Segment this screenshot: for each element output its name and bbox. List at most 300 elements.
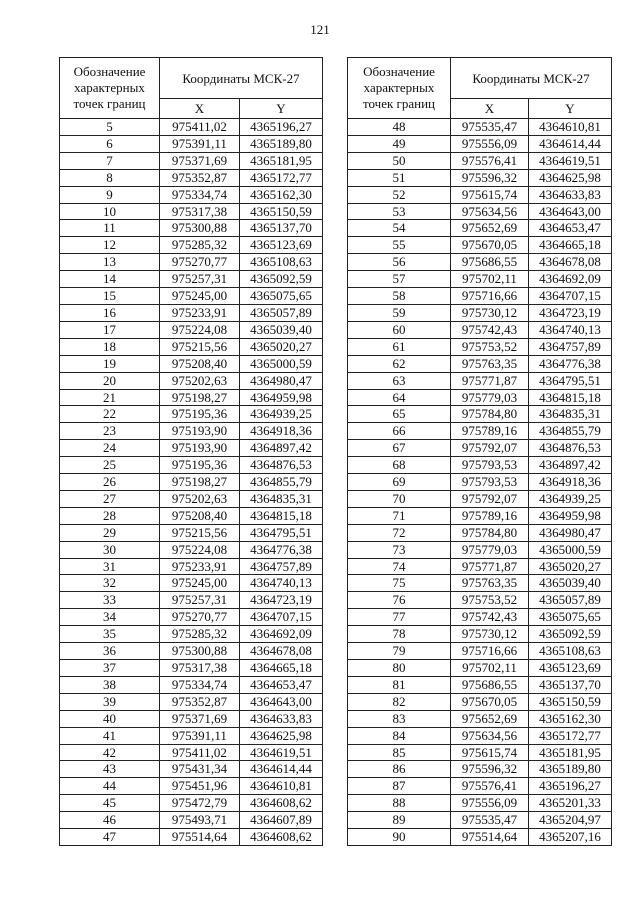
x-coordinate-cell: 975596,32	[451, 169, 529, 186]
table-row	[60, 710, 323, 727]
point-number-cell: 55	[348, 237, 451, 254]
table-body-left	[60, 119, 323, 846]
x-coordinate-cell: 975224,08	[160, 541, 240, 558]
y-coordinate-cell: 4364608,62	[240, 829, 323, 846]
table-row	[348, 812, 612, 829]
point-number-cell: 71	[348, 507, 451, 524]
point-number-cell: 65	[348, 406, 451, 423]
table-row	[60, 524, 323, 541]
x-coordinate-cell: 975270,77	[160, 254, 240, 271]
point-number-cell: 42	[60, 744, 160, 761]
point-number-cell: 39	[60, 693, 160, 710]
table-body-right	[348, 119, 612, 846]
x-coordinate-cell: 975702,11	[451, 660, 529, 677]
y-coordinate-cell: 4364707,15	[240, 609, 323, 626]
point-number-cell: 48	[348, 119, 451, 136]
table-row	[60, 423, 323, 440]
point-number-cell: 87	[348, 778, 451, 795]
table-row	[60, 169, 323, 186]
x-coordinate-cell: 975793,53	[451, 457, 529, 474]
coordinates-table-right	[347, 57, 612, 846]
table-row	[60, 761, 323, 778]
point-number-cell: 59	[348, 304, 451, 321]
y-coordinate-cell: 4364707,15	[529, 288, 612, 305]
point-number-cell: 85	[348, 744, 451, 761]
point-number-cell: 70	[348, 490, 451, 507]
y-coordinate-cell: 4365181,95	[529, 744, 612, 761]
y-coordinate-cell: 4365201,33	[529, 795, 612, 812]
y-coordinate-cell: 4365189,80	[240, 135, 323, 152]
point-number-cell: 30	[60, 541, 160, 558]
table-row	[348, 152, 612, 169]
point-number-cell: 40	[60, 710, 160, 727]
point-number-cell: 25	[60, 457, 160, 474]
point-number-cell: 68	[348, 457, 451, 474]
header-y-axis: Y	[240, 99, 323, 119]
y-coordinate-cell: 4364939,25	[240, 406, 323, 423]
x-coordinate-cell: 975535,47	[451, 812, 529, 829]
y-coordinate-cell: 4365189,80	[529, 761, 612, 778]
y-coordinate-cell: 4364835,31	[240, 490, 323, 507]
point-number-cell: 66	[348, 423, 451, 440]
x-coordinate-cell: 975215,56	[160, 338, 240, 355]
table-row	[60, 795, 323, 812]
point-number-cell: 21	[60, 389, 160, 406]
x-coordinate-cell: 975556,09	[451, 795, 529, 812]
table-row	[348, 186, 612, 203]
x-coordinate-cell: 975300,88	[160, 220, 240, 237]
table-row	[348, 575, 612, 592]
x-coordinate-cell: 975670,05	[451, 693, 529, 710]
y-coordinate-cell: 4364723,19	[529, 304, 612, 321]
point-number-cell: 83	[348, 710, 451, 727]
point-number-cell: 33	[60, 592, 160, 609]
x-coordinate-cell: 975195,36	[160, 457, 240, 474]
x-coordinate-cell: 975257,31	[160, 592, 240, 609]
point-number-cell: 27	[60, 490, 160, 507]
x-coordinate-cell: 975514,64	[160, 829, 240, 846]
y-coordinate-cell: 4364692,09	[529, 271, 612, 288]
table-row	[60, 507, 323, 524]
table-row	[348, 304, 612, 321]
y-coordinate-cell: 4364939,25	[529, 490, 612, 507]
y-coordinate-cell: 4364776,38	[529, 355, 612, 372]
y-coordinate-cell: 4364918,36	[240, 423, 323, 440]
table-row	[60, 457, 323, 474]
x-coordinate-cell: 975730,12	[451, 626, 529, 643]
table-row	[348, 592, 612, 609]
point-number-cell: 36	[60, 643, 160, 660]
point-number-cell: 26	[60, 474, 160, 491]
y-coordinate-cell: 4365092,59	[240, 271, 323, 288]
point-number-cell: 49	[348, 135, 451, 152]
x-coordinate-cell: 975670,05	[451, 237, 529, 254]
y-coordinate-cell: 4364918,36	[529, 474, 612, 491]
y-coordinate-cell: 4365137,70	[240, 220, 323, 237]
y-coordinate-cell: 4365204,97	[529, 812, 612, 829]
point-number-cell: 17	[60, 321, 160, 338]
point-number-cell: 45	[60, 795, 160, 812]
x-coordinate-cell: 975753,52	[451, 592, 529, 609]
y-coordinate-cell: 4365075,65	[240, 288, 323, 305]
y-coordinate-cell: 4365092,59	[529, 626, 612, 643]
point-number-cell: 9	[60, 186, 160, 203]
table-row	[60, 119, 323, 136]
y-coordinate-cell: 4365162,30	[529, 710, 612, 727]
y-coordinate-cell: 4365123,69	[529, 660, 612, 677]
point-number-cell: 77	[348, 609, 451, 626]
y-coordinate-cell: 4364653,47	[529, 220, 612, 237]
table-row	[60, 541, 323, 558]
point-number-cell: 35	[60, 626, 160, 643]
x-coordinate-cell: 975596,32	[451, 761, 529, 778]
x-coordinate-cell: 975352,87	[160, 169, 240, 186]
table-row	[60, 152, 323, 169]
x-coordinate-cell: 975270,77	[160, 609, 240, 626]
table-row	[348, 389, 612, 406]
x-coordinate-cell: 975215,56	[160, 524, 240, 541]
table-row	[348, 135, 612, 152]
x-coordinate-cell: 975208,40	[160, 507, 240, 524]
x-coordinate-cell: 975193,90	[160, 440, 240, 457]
point-number-cell: 56	[348, 254, 451, 271]
y-coordinate-cell: 4364795,51	[240, 524, 323, 541]
y-coordinate-cell: 4364625,98	[529, 169, 612, 186]
table-row	[60, 304, 323, 321]
point-number-cell: 78	[348, 626, 451, 643]
x-coordinate-cell: 975652,69	[451, 220, 529, 237]
y-coordinate-cell: 4364980,47	[240, 372, 323, 389]
y-coordinate-cell: 4364815,18	[529, 389, 612, 406]
table-row	[348, 490, 612, 507]
point-number-cell: 37	[60, 660, 160, 677]
table-row	[60, 271, 323, 288]
y-coordinate-cell: 4364643,00	[240, 693, 323, 710]
point-number-cell: 44	[60, 778, 160, 795]
table-row	[60, 338, 323, 355]
y-coordinate-cell: 4364795,51	[529, 372, 612, 389]
table-row	[348, 643, 612, 660]
x-coordinate-cell: 975208,40	[160, 355, 240, 372]
point-number-cell: 61	[348, 338, 451, 355]
table-row	[348, 507, 612, 524]
x-coordinate-cell: 975257,31	[160, 271, 240, 288]
table-row	[60, 490, 323, 507]
point-number-cell: 32	[60, 575, 160, 592]
table-row	[348, 355, 612, 372]
y-coordinate-cell: 4364633,83	[529, 186, 612, 203]
point-number-cell: 75	[348, 575, 451, 592]
table-row	[348, 474, 612, 491]
table-row	[60, 744, 323, 761]
y-coordinate-cell: 4365020,27	[529, 558, 612, 575]
table-row	[60, 186, 323, 203]
x-coordinate-cell: 975472,79	[160, 795, 240, 812]
table-row	[348, 321, 612, 338]
y-coordinate-cell: 4364678,08	[529, 254, 612, 271]
table-row	[60, 135, 323, 152]
table-row	[348, 727, 612, 744]
point-number-cell: 10	[60, 203, 160, 220]
point-number-cell: 58	[348, 288, 451, 305]
x-coordinate-cell: 975371,69	[160, 152, 240, 169]
x-coordinate-cell: 975634,56	[451, 203, 529, 220]
table-row	[348, 288, 612, 305]
table-row	[348, 237, 612, 254]
y-coordinate-cell: 4364876,53	[240, 457, 323, 474]
y-coordinate-cell: 4364855,79	[529, 423, 612, 440]
x-coordinate-cell: 975245,00	[160, 575, 240, 592]
point-number-cell: 29	[60, 524, 160, 541]
table-row	[60, 220, 323, 237]
y-coordinate-cell: 4364614,44	[529, 135, 612, 152]
y-coordinate-cell: 4364959,98	[240, 389, 323, 406]
x-coordinate-cell: 975202,63	[160, 490, 240, 507]
table-row	[60, 660, 323, 677]
header-y-axis: Y	[529, 99, 612, 119]
y-coordinate-cell: 4365150,59	[240, 203, 323, 220]
header-coordinates-title: Координаты МСК-27	[160, 58, 323, 99]
y-coordinate-cell: 4364692,09	[240, 626, 323, 643]
y-coordinate-cell: 4364607,89	[240, 812, 323, 829]
table-row	[348, 423, 612, 440]
x-coordinate-cell: 975556,09	[451, 135, 529, 152]
table-row	[60, 355, 323, 372]
y-coordinate-cell: 4365150,59	[529, 693, 612, 710]
x-coordinate-cell: 975285,32	[160, 626, 240, 643]
y-coordinate-cell: 4365108,63	[529, 643, 612, 660]
y-coordinate-cell: 4364835,31	[529, 406, 612, 423]
x-coordinate-cell: 975193,90	[160, 423, 240, 440]
y-coordinate-cell: 4364757,89	[240, 558, 323, 575]
table-row	[60, 288, 323, 305]
point-number-cell: 7	[60, 152, 160, 169]
x-coordinate-cell: 975224,08	[160, 321, 240, 338]
point-number-cell: 74	[348, 558, 451, 575]
y-coordinate-cell: 4364610,81	[240, 778, 323, 795]
table-row	[60, 474, 323, 491]
point-number-cell: 15	[60, 288, 160, 305]
y-coordinate-cell: 4364625,98	[240, 727, 323, 744]
y-coordinate-cell: 4364614,44	[240, 761, 323, 778]
table-row	[60, 643, 323, 660]
y-coordinate-cell: 4364723,19	[240, 592, 323, 609]
point-number-cell: 89	[348, 812, 451, 829]
y-coordinate-cell: 4365162,30	[240, 186, 323, 203]
x-coordinate-cell: 975779,03	[451, 389, 529, 406]
point-number-cell: 57	[348, 271, 451, 288]
point-number-cell: 64	[348, 389, 451, 406]
point-number-cell: 81	[348, 676, 451, 693]
y-coordinate-cell: 4364757,89	[529, 338, 612, 355]
x-coordinate-cell: 975652,69	[451, 710, 529, 727]
point-number-cell: 72	[348, 524, 451, 541]
x-coordinate-cell: 975411,02	[160, 119, 240, 136]
table-row	[60, 778, 323, 795]
y-coordinate-cell: 4364653,47	[240, 676, 323, 693]
point-number-cell: 28	[60, 507, 160, 524]
y-coordinate-cell: 4365057,89	[529, 592, 612, 609]
x-coordinate-cell: 975317,38	[160, 203, 240, 220]
x-coordinate-cell: 975784,80	[451, 524, 529, 541]
x-coordinate-cell: 975686,55	[451, 676, 529, 693]
table-row	[60, 203, 323, 220]
point-number-cell: 47	[60, 829, 160, 846]
x-coordinate-cell: 975771,87	[451, 558, 529, 575]
x-coordinate-cell: 975391,11	[160, 135, 240, 152]
x-coordinate-cell: 975742,43	[451, 609, 529, 626]
point-number-cell: 46	[60, 812, 160, 829]
point-number-cell: 41	[60, 727, 160, 744]
point-number-cell: 88	[348, 795, 451, 812]
x-coordinate-cell: 975198,27	[160, 389, 240, 406]
x-coordinate-cell: 975195,36	[160, 406, 240, 423]
x-coordinate-cell: 975334,74	[160, 186, 240, 203]
x-coordinate-cell: 975615,74	[451, 186, 529, 203]
header-coordinates-title: Координаты МСК-27	[451, 58, 612, 99]
table-row	[60, 440, 323, 457]
point-number-cell: 8	[60, 169, 160, 186]
point-number-cell: 31	[60, 558, 160, 575]
y-coordinate-cell: 4364897,42	[529, 457, 612, 474]
y-coordinate-cell: 4364740,13	[240, 575, 323, 592]
table-row	[60, 406, 323, 423]
x-coordinate-cell: 975716,66	[451, 288, 529, 305]
point-number-cell: 80	[348, 660, 451, 677]
x-coordinate-cell: 975233,91	[160, 304, 240, 321]
x-coordinate-cell: 975716,66	[451, 643, 529, 660]
header-x-axis: X	[451, 99, 529, 119]
table-row	[348, 524, 612, 541]
point-number-cell: 90	[348, 829, 451, 846]
y-coordinate-cell: 4364633,83	[240, 710, 323, 727]
y-coordinate-cell: 4365020,27	[240, 338, 323, 355]
table-row	[348, 220, 612, 237]
x-coordinate-cell: 975634,56	[451, 727, 529, 744]
x-coordinate-cell: 975451,96	[160, 778, 240, 795]
x-coordinate-cell: 975771,87	[451, 372, 529, 389]
table-row	[348, 254, 612, 271]
x-coordinate-cell: 975202,63	[160, 372, 240, 389]
table-row	[348, 626, 612, 643]
y-coordinate-cell: 4364678,08	[240, 643, 323, 660]
x-coordinate-cell: 975285,32	[160, 237, 240, 254]
x-coordinate-cell: 975576,41	[451, 778, 529, 795]
point-number-cell: 14	[60, 271, 160, 288]
y-coordinate-cell: 4364980,47	[529, 524, 612, 541]
table-row	[348, 338, 612, 355]
x-coordinate-cell: 975784,80	[451, 406, 529, 423]
point-number-cell: 16	[60, 304, 160, 321]
point-number-cell: 51	[348, 169, 451, 186]
table-row	[348, 440, 612, 457]
page-number: 121	[310, 22, 330, 37]
point-number-cell: 79	[348, 643, 451, 660]
table-row	[348, 271, 612, 288]
point-number-cell: 86	[348, 761, 451, 778]
table-row	[348, 372, 612, 389]
table-row	[60, 575, 323, 592]
table-row	[60, 676, 323, 693]
coordinates-table-left	[59, 57, 323, 846]
table-row	[60, 609, 323, 626]
header-x-axis: X	[160, 99, 240, 119]
table-row	[60, 254, 323, 271]
y-coordinate-cell: 4365123,69	[240, 237, 323, 254]
x-coordinate-cell: 975514,64	[451, 829, 529, 846]
point-number-cell: 19	[60, 355, 160, 372]
table-row	[348, 660, 612, 677]
point-number-cell: 63	[348, 372, 451, 389]
table-row	[348, 541, 612, 558]
table-row	[348, 795, 612, 812]
y-coordinate-cell: 4365000,59	[240, 355, 323, 372]
table-row	[348, 761, 612, 778]
x-coordinate-cell: 975317,38	[160, 660, 240, 677]
table-row	[348, 744, 612, 761]
x-coordinate-cell: 975334,74	[160, 676, 240, 693]
x-coordinate-cell: 975411,02	[160, 744, 240, 761]
point-number-cell: 12	[60, 237, 160, 254]
x-coordinate-cell: 975789,16	[451, 507, 529, 524]
table-row	[348, 119, 612, 136]
table-row	[348, 203, 612, 220]
x-coordinate-cell: 975789,16	[451, 423, 529, 440]
y-coordinate-cell: 4364776,38	[240, 541, 323, 558]
point-number-cell: 23	[60, 423, 160, 440]
y-coordinate-cell: 4364740,13	[529, 321, 612, 338]
table-row	[348, 710, 612, 727]
y-coordinate-cell: 4364815,18	[240, 507, 323, 524]
table-row	[60, 727, 323, 744]
y-coordinate-cell: 4365057,89	[240, 304, 323, 321]
x-coordinate-cell: 975753,52	[451, 338, 529, 355]
point-number-cell: 18	[60, 338, 160, 355]
table-row	[348, 169, 612, 186]
point-number-cell: 54	[348, 220, 451, 237]
x-coordinate-cell: 975431,34	[160, 761, 240, 778]
point-number-cell: 50	[348, 152, 451, 169]
table-row	[348, 693, 612, 710]
table-row	[60, 372, 323, 389]
y-coordinate-cell: 4365172,77	[529, 727, 612, 744]
y-coordinate-cell: 4364959,98	[529, 507, 612, 524]
x-coordinate-cell: 975763,35	[451, 575, 529, 592]
y-coordinate-cell: 4365000,59	[529, 541, 612, 558]
y-coordinate-cell: 4365108,63	[240, 254, 323, 271]
point-number-cell: 13	[60, 254, 160, 271]
y-coordinate-cell: 4364897,42	[240, 440, 323, 457]
point-number-cell: 22	[60, 406, 160, 423]
x-coordinate-cell: 975763,35	[451, 355, 529, 372]
x-coordinate-cell: 975198,27	[160, 474, 240, 491]
x-coordinate-cell: 975371,69	[160, 710, 240, 727]
table-row	[348, 829, 612, 846]
x-coordinate-cell: 975391,11	[160, 727, 240, 744]
y-coordinate-cell: 4364608,62	[240, 795, 323, 812]
y-coordinate-cell: 4364665,18	[240, 660, 323, 677]
point-number-cell: 34	[60, 609, 160, 626]
table-row	[348, 406, 612, 423]
table-row	[348, 558, 612, 575]
x-coordinate-cell: 975686,55	[451, 254, 529, 271]
point-number-cell: 76	[348, 592, 451, 609]
x-coordinate-cell: 975352,87	[160, 693, 240, 710]
point-number-cell: 62	[348, 355, 451, 372]
point-number-cell: 5	[60, 119, 160, 136]
y-coordinate-cell: 4364876,53	[529, 440, 612, 457]
y-coordinate-cell: 4365137,70	[529, 676, 612, 693]
